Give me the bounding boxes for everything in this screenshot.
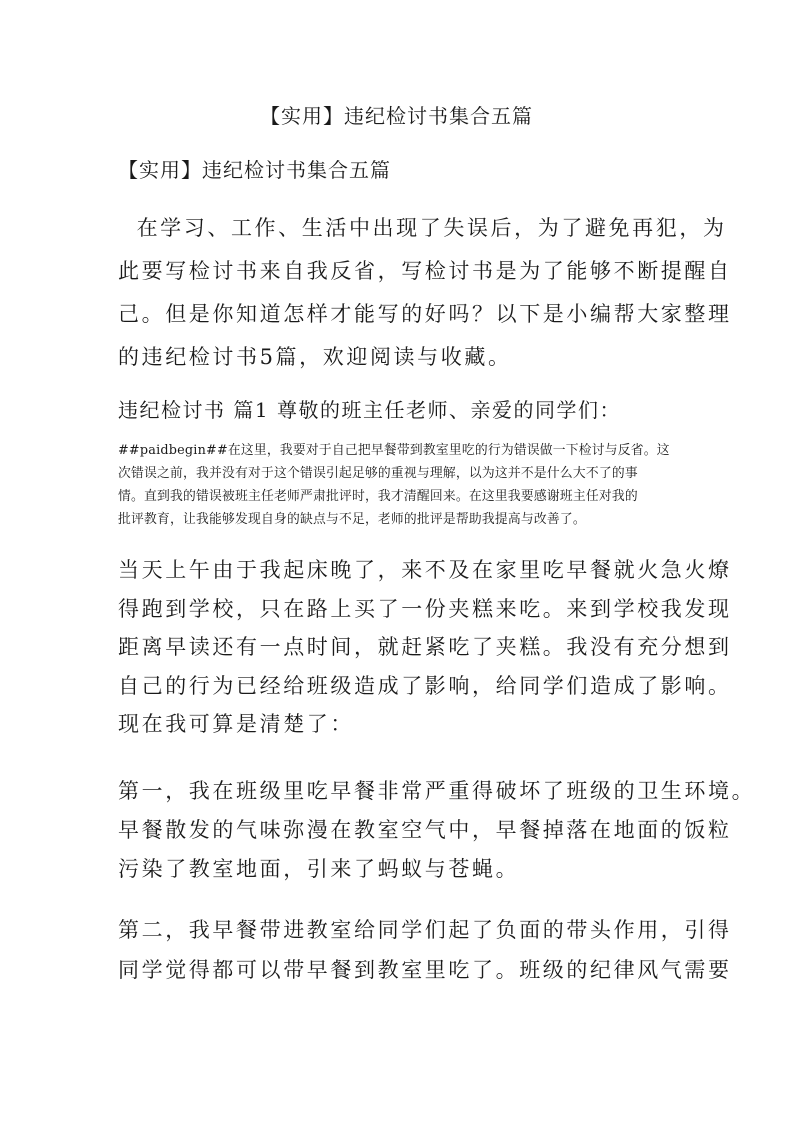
paragraph-line: 次错误之前，我并没有对于这个错误引起足够的重视与理解，以为这并不是什么大不了的事 bbox=[118, 466, 638, 481]
paragraph-line: ##paidbegin##在这里，我要对于自己把早餐带到教室里吃的行为错误做一下检讨与反省。这 bbox=[118, 443, 670, 458]
paragraph-line: 同学觉得都可以带早餐到教室里吃了。班级的纪律风气需要 bbox=[118, 958, 732, 982]
paragraph-line: 当天上午由于我起床晚了，来不及在家里吃早餐就火急火燎 bbox=[118, 558, 732, 582]
paragraph-line: 此要写检讨书来自我反省，写检讨书是为了能够不断提醒自 bbox=[118, 259, 732, 283]
intro-paragraph bbox=[118, 207, 732, 379]
paragraph-line: 己。但是你知道怎样才能写的好吗？以下是小编帮大家整理 bbox=[118, 302, 732, 326]
paragraph-line: 污染了教室地面，引来了蚂蚁与苍蝇。 bbox=[118, 857, 520, 881]
body-paragraph-4 bbox=[118, 910, 732, 990]
document-title: 【实用】违纪检讨书集合五篇 bbox=[260, 104, 533, 128]
small-print-paragraph bbox=[118, 439, 678, 531]
body-paragraph-3 bbox=[118, 772, 756, 889]
paragraph-line: 的违纪检讨书5篇，欢迎阅读与收藏。 bbox=[118, 345, 512, 369]
paragraph-line: 距离早读还有一点时间，就赶紧吃了夹糕。我没有充分想到 bbox=[118, 635, 732, 659]
document-subtitle: 【实用】违纪检讨书集合五篇 bbox=[118, 158, 391, 182]
body-paragraph-2 bbox=[118, 551, 732, 744]
paragraph-line: 得跑到学校，只在路上买了一份夹糕来吃。来到学校我发现 bbox=[118, 596, 732, 621]
paragraph-line: 在学习、工作、生活中出现了失误后，为了避免再犯，为 bbox=[136, 216, 727, 240]
paragraph-line: 早餐散发的气味弥漫在教室空气中，早餐掉落在地面的饭粒 bbox=[118, 818, 732, 842]
paragraph-line: 情。直到我的错误被班主任老师严肃批评时，我才清醒回来。在这里我要感谢班主任对我的 bbox=[118, 489, 638, 504]
paragraph-line: 第二，我早餐带进教室给同学们起了负面的带头作用，引得 bbox=[118, 918, 732, 942]
section-heading: 违纪检讨书 篇1 尊敬的班主任老师、亲爱的同学们： bbox=[118, 398, 621, 422]
paragraph-line: 现在我可算是清楚了： bbox=[118, 712, 354, 736]
paragraph-line: 批评教育，让我能够发现自身的缺点与不足，老师的批评是帮助我提高与改善了。 bbox=[118, 512, 586, 527]
paragraph-line: 第一，我在班级里吃早餐非常严重得破坏了班级的卫生环境。 bbox=[118, 779, 756, 803]
paragraph-line: 自己的行为已经给班级造成了影响，给同学们造成了影响。 bbox=[118, 673, 732, 698]
